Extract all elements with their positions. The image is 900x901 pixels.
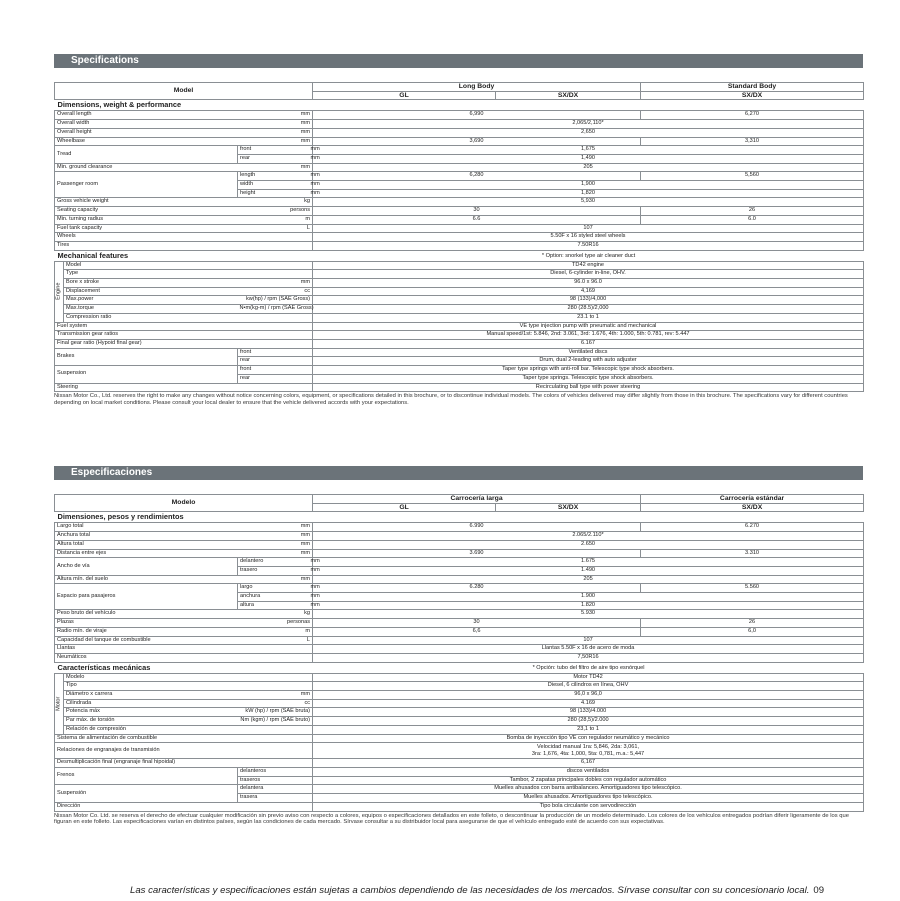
row-label: Final gear ratio (Hypoid final gear) [55,339,313,348]
row-unit: L [238,224,313,233]
engine-row [55,673,864,682]
engine-row [55,725,864,734]
row-label: Sistema de alimentación de combustible [55,734,313,743]
row-unit: persons [238,207,313,216]
value-all: 1,675 [313,146,864,155]
row-sublabel: trasero [238,566,309,575]
value-line: 3ra: 1,676, 4ta: 1,000, 5ta: 0,781, m.a.: 5,447 [531,750,645,757]
row-sublabel: largo [238,584,309,593]
value-long: 3,690 [313,137,641,146]
value-all: 107 [313,636,864,645]
row-label: Peso bruto del vehículo [55,610,238,619]
value-all: discos ventilados [313,767,864,776]
spec-row [55,575,864,584]
value-all: 96,0 x 96,0 [313,691,864,700]
engine-row [55,699,864,708]
mechanical-row [55,767,864,776]
row-label: Compression ratio [64,313,238,322]
value-all: 23,1 to 1 [313,725,864,734]
value-all: 2.650 [313,540,864,549]
value-long: 6.280 [313,584,641,593]
mechanical-row [55,331,864,340]
value-all: Drum, dual 2-leading with auto adjuster [313,357,864,366]
row-label: Frenos [55,767,238,784]
row-label: Suspension [55,366,238,383]
group-note: * Opción: tubo del filtro de aire tipo esnórquel [313,662,864,673]
row-unit: Nm (kgm) / rpm (SAE bruto) [238,717,313,726]
section-title: Specifications [54,54,863,68]
row-label: Capacidad del tanque de combustible [55,636,238,645]
value-all: 5.50F x 16 styled steel wheels [313,233,864,242]
row-sublabel: rear [238,374,313,383]
value-all: 1.490 [313,566,864,575]
group-title: Características mecánicas [55,662,313,673]
value-all: 5.930 [313,610,864,619]
value-long: 6,6 [313,627,641,636]
group-note: * Option: snorkel type air cleaner duct [313,250,864,261]
spec-row [55,627,864,636]
header-row [55,83,864,92]
row-label: Max.torque [64,305,238,314]
mechanical-row [55,802,864,811]
row-label: Passenger room [55,172,238,198]
row-label: Tipo [64,682,238,691]
value-all: 1.820 [313,601,864,610]
spec-row [55,198,864,207]
row-unit: mm [309,601,313,610]
value-all: Muelles ahusados con barra antibalanceo. Amortiguadores tipo telescópico. [313,785,864,794]
engine-row [55,279,864,288]
long-body-header: Long Body [313,83,641,92]
row-unit [238,673,313,682]
spec-row [55,241,864,250]
row-label: Plazas [55,619,238,628]
value-all: 7.50R16 [313,241,864,250]
mechanical-row [55,785,864,794]
row-unit: mm [238,163,313,172]
spec-row [55,120,864,129]
row-unit: mm [238,137,313,146]
row-unit: mm [309,189,313,198]
row-sublabel: width [238,181,309,190]
spec-row [55,215,864,224]
value-all: 6.167 [313,339,864,348]
row-label: Largo total [55,523,238,532]
row-sublabel: length [238,172,309,181]
specifications-section-es [54,466,863,826]
spec-row [55,610,864,619]
value-standard: 6,0 [641,627,864,636]
trim-gl: GL [313,91,496,100]
spec-row [55,111,864,120]
row-sublabel: trasera [238,794,313,803]
group-mechanical [55,250,864,261]
group-dimensions [55,100,864,111]
row-unit [238,261,313,270]
standard-body-header: Carrocería estándar [641,495,864,504]
row-unit: N•m(kg-m) / rpm (SAE Gross) [238,305,313,314]
value-all: 205 [313,575,864,584]
value-all: 4.169 [313,699,864,708]
value-all: 23.1 to 1 [313,313,864,322]
engine-row [55,261,864,270]
row-label: Tires [55,241,238,250]
engine-label: Engine [55,261,64,322]
row-unit: cc [238,287,313,296]
spec-row [55,163,864,172]
value-all: Manual speed/1st: 5.846, 2nd: 3.061, 3rd: 1.676, 4th: 1.000, 5th: 0.781, rev: 5.447 [313,331,864,340]
row-label: Altura mín. del suelo [55,575,238,584]
value-all: 2,065/2,110* [313,120,864,129]
row-label: Fuel system [55,322,313,331]
value-all: 205 [313,163,864,172]
row-sublabel: rear [238,154,309,163]
spec-row [55,207,864,216]
row-label: Min. ground clearance [55,163,238,172]
row-label: Neumáticos [55,653,238,662]
row-label: Ancho de vía [55,558,238,575]
row-label: Bore x stroke [64,279,238,288]
row-unit: mm [309,172,313,181]
value-long: 30 [313,207,641,216]
row-label: Dirección [55,802,313,811]
trim-sxdx-long: SX/DX [496,503,641,512]
row-unit: m [238,627,313,636]
row-unit: mm [309,593,313,602]
spec-table [54,82,864,392]
group-title: Dimensions, weight & performance [55,100,864,111]
row-unit: kg [238,198,313,207]
row-unit: mm [309,154,313,163]
row-label: Displacement [64,287,238,296]
row-unit [238,653,313,662]
row-unit: mm [238,532,313,541]
header-row [55,495,864,504]
row-label: Min. turning radius [55,215,238,224]
row-label: Type [64,270,238,279]
row-unit: mm [238,120,313,129]
model-header: Modelo [55,495,313,512]
engine-row [55,296,864,305]
row-label: Gross vehicle weight [55,198,238,207]
spec-row [55,128,864,137]
mechanical-row [55,743,864,759]
row-unit: m [238,215,313,224]
row-unit: mm [309,558,313,567]
value-all: 1,820 [313,189,864,198]
mechanical-row [55,366,864,375]
row-label: Overall width [55,120,238,129]
engine-row [55,682,864,691]
value-standard: 26 [641,207,864,216]
row-label: Cilindrada [64,699,238,708]
spec-row [55,532,864,541]
value-long: 6.990 [313,523,641,532]
value-standard: 3.310 [641,549,864,558]
spec-row [55,224,864,233]
value-standard: 6.0 [641,215,864,224]
value-all: Diesel, 6 cilindros en línea, OHV [313,682,864,691]
group-dimensions [55,512,864,523]
value-standard: 5,560 [641,172,864,181]
value-all: 1.675 [313,558,864,567]
engine-row [55,270,864,279]
row-sublabel: anchura [238,593,309,602]
trim-gl: GL [313,503,496,512]
row-unit [238,682,313,691]
value-long: 3.690 [313,549,641,558]
spec-row [55,636,864,645]
value-all: 98 (133)/4.000 [313,708,864,717]
group-title: Dimensiones, pesos y rendimientos [55,512,864,523]
spec-row [55,540,864,549]
engine-row [55,305,864,314]
row-sublabel: traseros [238,776,313,785]
value-standard: 26 [641,619,864,628]
row-unit [238,270,313,279]
value-all: 5,930 [313,198,864,207]
row-sublabel: height [238,189,309,198]
row-label: Suspensión [55,785,238,802]
row-sublabel: delantero [238,558,309,567]
spec-table [54,494,864,812]
row-unit: mm [309,566,313,575]
value-all: 7,50R16 [313,653,864,662]
group-mechanical [55,662,864,673]
value-all: 4,169 [313,287,864,296]
spec-row [55,584,864,593]
value-long: 6,990 [313,111,641,120]
row-label: Fuel tank capacity [55,224,238,233]
value-all: 98 (133)/4,000 [313,296,864,305]
value-all: Motor TD42 [313,673,864,682]
row-label: Tread [55,146,238,163]
value-all: 107 [313,224,864,233]
row-unit: mm [238,128,313,137]
row-label: Altura total [55,540,238,549]
row-unit: mm [238,691,313,700]
spec-row [55,549,864,558]
row-label: Overall length [55,111,238,120]
value-all [313,743,864,759]
value-all: Bomba de inyección tipo VE con regulador neumático y mecánico [313,734,864,743]
row-label: Distancia entre ejes [55,549,238,558]
value-all: Diesel, 6-cylinder in-line, OHV. [313,270,864,279]
row-unit: mm [238,575,313,584]
mechanical-row [55,383,864,392]
value-all: 2,650 [313,128,864,137]
row-label: Diámetro x carrera [64,691,238,700]
value-all: VE type injection pump with pneumatic and mechanical [313,322,864,331]
engine-label: Motor [55,673,64,734]
engine-row [55,691,864,700]
value-all: 96.0 x 96.0 [313,279,864,288]
value-all: Tipo bola circulante con servodirección [313,802,864,811]
value-line: Velocidad manual 1ra: 5,846, 2da: 3,061, [537,743,640,750]
row-label: Desmultiplicación final (engranaje final hipoidal) [55,759,313,768]
engine-row [55,717,864,726]
row-sublabel: delantera [238,785,313,794]
value-all: Ventilated discs [313,348,864,357]
value-long: 30 [313,619,641,628]
long-body-header: Carrocería larga [313,495,641,504]
row-sublabel: front [238,348,313,357]
value-all: Muelles ahusados. Amortiguadores tipo telescópico. [313,794,864,803]
mechanical-row [55,322,864,331]
value-standard: 6,270 [641,111,864,120]
mechanical-row [55,734,864,743]
mechanical-row [55,339,864,348]
row-unit: kW (hp) / rpm (SAE bruta) [238,708,313,717]
row-label: Wheelbase [55,137,238,146]
value-all: 280 (28,5)/2.000 [313,717,864,726]
page-number: 09 [813,885,825,896]
disclaimer: Nissan Motor Co., Ltd. reserves the right to make any changes without notice concerning colors, equipment, or specifications detailed in this brochure, or to discontinue individual models. The colors of vehicles delivered may differ slightly from those in this brochure. The specifications vary for different countries depending on local market conditions. Please consult your local dealer to ensure that the vehicle delivered accords with your expectations. [54,393,848,406]
row-label: Modelo [64,673,238,682]
model-header: Model [55,83,313,100]
row-unit: cc [238,699,313,708]
value-standard: 6.270 [641,523,864,532]
value-all: Llantas 5.50F x 16 de acero de moda [313,645,864,654]
row-label: Potencia máx [64,708,238,717]
value-all: 1.900 [313,593,864,602]
value-standard: 5.560 [641,584,864,593]
row-unit: personas [238,619,313,628]
row-unit: mm [238,540,313,549]
row-label: Transmission gear ratios [55,331,313,340]
value-all: 280 (28.5)/2,000 [313,305,864,314]
group-title: Mechanical features [55,250,313,261]
value-all: TD42 engine [313,261,864,270]
row-sublabel: altura [238,601,309,610]
row-label: Relaciones de engranajes de transmisión [55,743,313,759]
row-label: Max.power [64,296,238,305]
row-unit [238,725,313,734]
value-all: Taper type springs. Telescopic type shock absorbers. [313,374,864,383]
row-label: Par máx. de torsión [64,717,238,726]
row-label: Llantas [55,645,238,654]
value-all: Recirculating ball type with power steering [313,383,864,392]
value-all: 2.065/2.110* [313,532,864,541]
value-long: 6.6 [313,215,641,224]
row-unit: kw(hp) / rpm (SAE Gross) [238,296,313,305]
value-all: Tambor, 2 zapatas principales dobles con regulador automático [313,776,864,785]
trim-sxdx-standard: SX/DX [641,503,864,512]
spec-row [55,619,864,628]
value-long: 6,280 [313,172,641,181]
row-label: Brakes [55,348,238,365]
row-unit: mm [238,111,313,120]
trim-sxdx-long: SX/DX [496,91,641,100]
footer-text: Las características y especificaciones están sujetas a cambios dependiendo de las necesidades de los mercados. Sírvase consultar con su concesionario local. [130,885,810,896]
row-unit [238,233,313,242]
row-label: Steering [55,383,313,392]
spec-row [55,558,864,567]
spec-row [55,645,864,654]
value-standard: 3,310 [641,137,864,146]
spec-row [55,233,864,242]
mechanical-row [55,759,864,768]
value-all: Taper type springs with anti-roll bar. Telescopic type shock absorbers. [313,366,864,375]
row-unit: mm [238,549,313,558]
spec-row [55,146,864,155]
row-unit: L [238,636,313,645]
row-unit: mm [238,279,313,288]
trim-sxdx-standard: SX/DX [641,91,864,100]
row-unit [238,241,313,250]
spec-row [55,653,864,662]
standard-body-header: Standard Body [641,83,864,92]
row-unit: mm [309,181,313,190]
row-unit [238,645,313,654]
spec-row [55,523,864,532]
row-label: Seating capacity [55,207,238,216]
row-unit: mm [309,584,313,593]
value-all: 1,490 [313,154,864,163]
row-label: Anchura total [55,532,238,541]
row-unit [238,313,313,322]
disclaimer: Nissan Motor Co. Ltd. se reserva el derecho de efectuar cualquier modificación sin previo aviso con respecto a colores, equipos o especificaciones detallados en este folleto, o descontinuar la producción de un modelo determinado. Los colores de los vehículos entregados podrían diferir ligeramente de los que figuran en este folleto. Las especificaciones varían en distintos países, según las condiciones de cada mercado. Sírvase consultar a su distribuidor local para asegurarse de que el vehículo entregado esté de acuerdo con sus expectativas. [54,812,849,826]
value-all: 1,900 [313,181,864,190]
row-unit: mm [238,523,313,532]
row-label: Model [64,261,238,270]
row-label: Relación de compresión [64,725,238,734]
spec-row [55,137,864,146]
value-all: 6,167 [313,759,864,768]
row-unit: mm [309,146,313,155]
section-title: Especificaciones [54,466,863,480]
engine-row [55,708,864,717]
row-label: Overall height [55,128,238,137]
row-label: Espacio para pasajeros [55,584,238,610]
engine-row [55,287,864,296]
row-label: Radio mín. de viraje [55,627,238,636]
engine-row [55,313,864,322]
row-sublabel: delanteros [238,767,313,776]
specifications-section-en [54,54,863,407]
row-sublabel: front [238,146,309,155]
row-sublabel: front [238,366,313,375]
mechanical-row [55,348,864,357]
spec-row [55,172,864,181]
row-sublabel: rear [238,357,313,366]
footer-note [130,885,824,896]
row-unit: kg [238,610,313,619]
row-label: Wheels [55,233,238,242]
